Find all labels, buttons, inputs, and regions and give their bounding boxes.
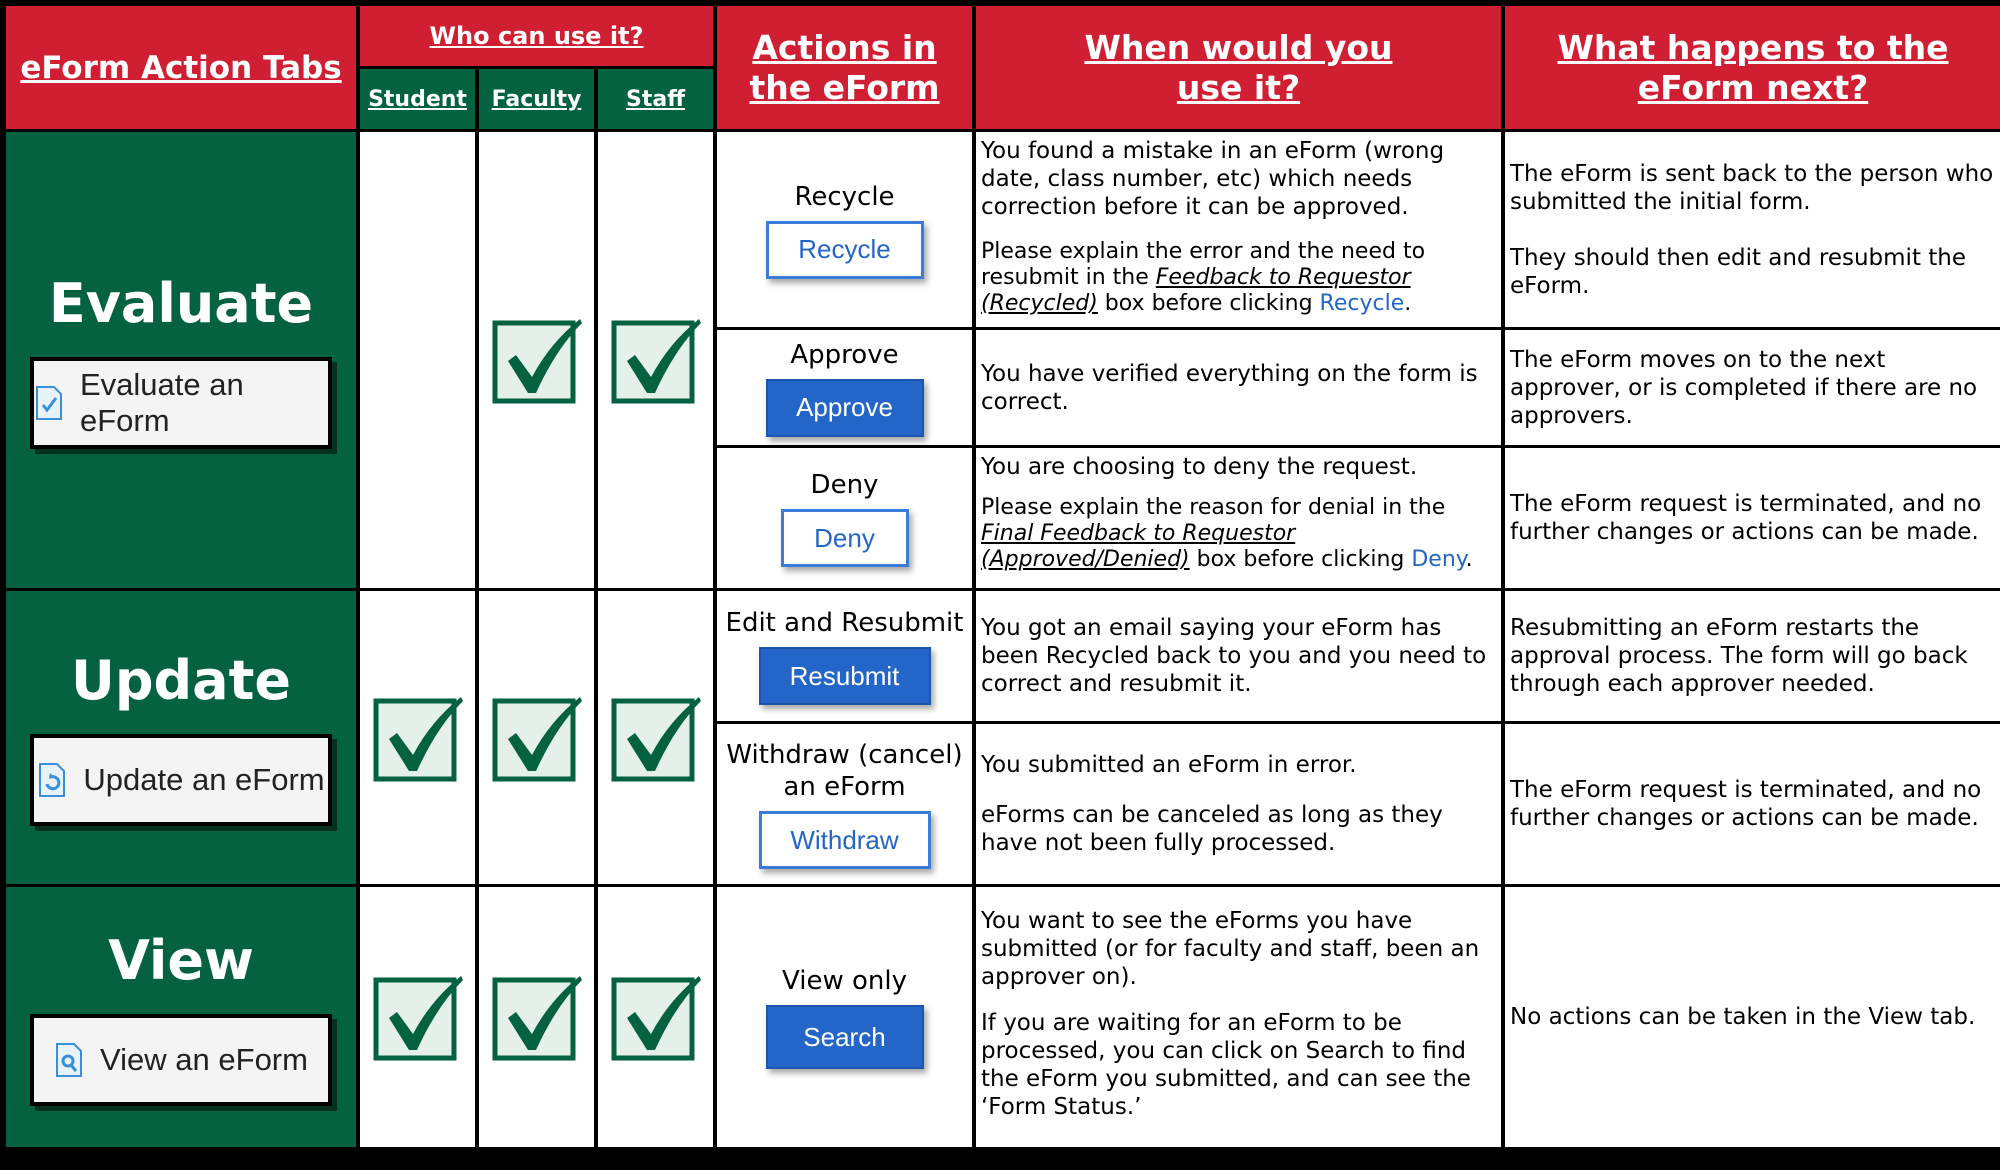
search-when-text-2: If you are waiting for an eForm to be processed, you can click on Search to find the eForm you submitted, and can see the ‘Form Status.’ (981, 1010, 1471, 1120)
recycle-button[interactable]: Recycle (766, 221, 924, 279)
update-faculty-check (479, 591, 594, 884)
header-next: What happens to the eForm next? (1505, 6, 2000, 129)
resubmit-when-text: You got an email saying your eForm has been Recycled back to you and you need to correct and resubmit it. (981, 615, 1487, 697)
evaluate-title: Evaluate (48, 271, 314, 335)
view-tab-button[interactable] (30, 1014, 332, 1106)
evaluate-staff-check (598, 132, 713, 588)
withdraw-when-text-2: eForms can be canceled as long as they have not been fully processed. (981, 802, 1443, 856)
document-check-icon (34, 385, 64, 421)
withdraw-button[interactable]: Withdraw (759, 811, 931, 869)
checkmark-icon (611, 693, 701, 783)
search-action (717, 887, 972, 1147)
recycle-when-instructions: Please explain the error and the need to resubmit in the Feedback to Requestor (Recycled) box before clicking Recycle. (981, 239, 1426, 316)
resubmit-action (717, 591, 972, 721)
search-next (1505, 887, 2000, 1147)
checkmark-icon (492, 972, 582, 1062)
update-section (6, 591, 356, 884)
approve-next (1505, 330, 2000, 445)
checkmark-icon (492, 693, 582, 783)
search-when (976, 887, 1501, 1147)
checkmark-icon (492, 315, 582, 405)
recycle-action (717, 132, 972, 327)
approve-when-text: You have verified everything on the form is correct. (981, 360, 1478, 415)
document-search-icon (54, 1042, 84, 1078)
header-actions: Actions in the eForm (717, 6, 972, 129)
approve-action (717, 330, 972, 445)
checkmark-icon (373, 693, 463, 783)
eform-actions-table (6, 6, 1992, 1164)
update-title: Update (70, 649, 292, 712)
resubmit-when (976, 591, 1501, 721)
withdraw-when-text: You submitted an eForm in error. (981, 752, 1357, 778)
checkmark-icon (611, 972, 701, 1062)
resubmit-label: Edit and Resubmit (725, 608, 964, 638)
recycle-when (976, 132, 1501, 327)
evaluate-section (6, 132, 356, 588)
deny-button[interactable]: Deny (781, 509, 909, 567)
checkmark-icon (373, 972, 463, 1062)
evaluate-tab-label: Evaluate an eForm (80, 366, 244, 438)
recycle-when-text: You found a mistake in an eForm (wrong date, class number, etc) which needs correction before it can be approved. (981, 138, 1445, 220)
header-faculty: Faculty (479, 69, 594, 129)
header-action-tabs: eForm Action Tabs (6, 6, 356, 129)
evaluate-tab-button[interactable] (30, 357, 332, 449)
search-when-text: You want to see the eForms you have submitted (or for faculty and staff, been an approver on). (981, 908, 1480, 990)
recycle-next-text: The eForm is sent back to the person who submitted the initial form. (1510, 160, 1994, 215)
deny-when-instructions: Please explain the reason for denial in the Final Feedback to Requestor (Approved/Denied) box before clicking Deny. (981, 495, 1473, 572)
withdraw-next (1505, 724, 2000, 884)
header-student: Student (360, 69, 475, 129)
view-student-check (360, 887, 475, 1147)
view-faculty-check (479, 887, 594, 1147)
header-staff: Staff (598, 69, 713, 129)
view-title: View (108, 928, 254, 992)
deny-label: Deny (810, 470, 879, 500)
header-when: When would you use it? (976, 6, 1501, 129)
update-staff-check (598, 591, 713, 884)
resubmit-next-text: Resubmitting an eForm restarts the approval process. The form will go back through each approver needed. (1510, 615, 1968, 697)
withdraw-label: Withdraw (cancel) an eForm (726, 740, 963, 802)
view-section (6, 887, 356, 1147)
view-staff-check (598, 887, 713, 1147)
search-button[interactable]: Search (766, 1005, 924, 1069)
approve-label: Approve (790, 339, 899, 370)
view-tab-label: View an eForm (100, 1041, 308, 1077)
update-student-check (360, 591, 475, 884)
recycle-label: Recycle (794, 181, 895, 212)
deny-next (1505, 448, 2000, 588)
deny-action (717, 448, 972, 588)
deny-next-text: The eForm request is terminated, and no further changes or actions can be made. (1510, 491, 1982, 545)
deny-when-text: You are choosing to deny the request. (981, 454, 1418, 480)
approve-when (976, 330, 1501, 445)
recycle-next-text-2: They should then edit and resubmit the eForm. (1510, 244, 1967, 299)
update-tab-label: Update an eForm (83, 762, 325, 797)
resubmit-next (1505, 591, 2000, 721)
search-next-text: No actions can be taken in the View tab. (1510, 1004, 1976, 1030)
checkmark-icon (611, 315, 701, 405)
update-tab-button[interactable] (30, 734, 332, 826)
search-label: View only (782, 966, 907, 996)
header-who-can-use: Who can use it? (360, 6, 713, 66)
deny-when (976, 448, 1501, 588)
withdraw-when (976, 724, 1501, 884)
approve-button[interactable]: Approve (766, 379, 924, 437)
resubmit-button[interactable]: Resubmit (759, 647, 931, 705)
evaluate-faculty-check (479, 132, 594, 588)
approve-next-text: The eForm moves on to the next approver, or is completed if there are no approvers. (1510, 346, 1978, 429)
evaluate-student-empty (360, 132, 475, 588)
document-refresh-icon (37, 762, 67, 798)
withdraw-action (717, 724, 972, 884)
recycle-next (1505, 132, 2000, 327)
withdraw-next-text: The eForm request is terminated, and no further changes or actions can be made. (1510, 777, 1982, 831)
